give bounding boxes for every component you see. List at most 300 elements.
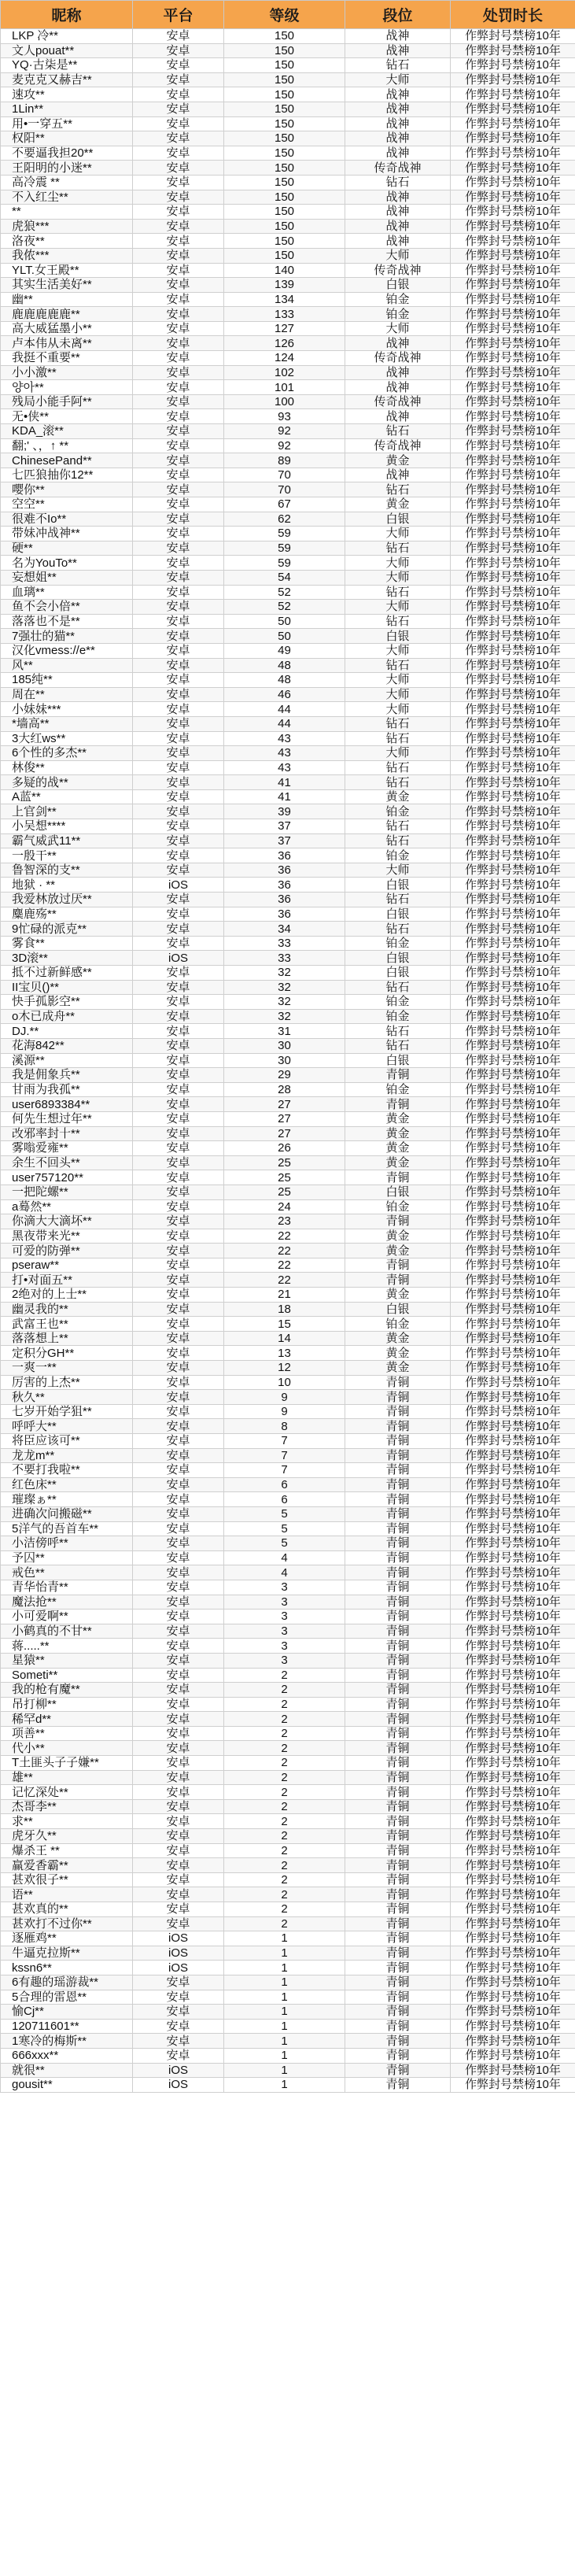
nickname-cell: 鱼不会小倍** [1, 600, 133, 615]
nickname-cell: 杰哥李** [1, 1799, 133, 1814]
rank-cell: 青铜 [345, 1390, 451, 1405]
table-row [1, 87, 575, 102]
level-cell: 50 [224, 629, 345, 644]
penalty-cell: 作弊封号禁榜10年 [451, 804, 575, 819]
level-cell: 50 [224, 614, 345, 629]
table-row [1, 1550, 575, 1565]
table-row [1, 819, 575, 834]
table-row [1, 1961, 575, 1975]
table-row [1, 1858, 575, 1873]
table-row [1, 175, 575, 190]
platform-cell: 安卓 [133, 673, 224, 688]
table-row [1, 1506, 575, 1521]
nickname-cell: 雾嗡爱雍** [1, 1141, 133, 1156]
nickname-cell: 小妹妹*** [1, 702, 133, 717]
penalty-cell: 作弊封号禁榜10年 [451, 1858, 575, 1873]
level-cell: 5 [224, 1521, 345, 1536]
nickname-cell: 小小激** [1, 365, 133, 380]
rank-cell: 青铜 [345, 1404, 451, 1419]
penalty-cell: 作弊封号禁榜10年 [451, 731, 575, 746]
rank-cell: 黄金 [345, 1346, 451, 1361]
penalty-cell: 作弊封号禁榜10年 [451, 1273, 575, 1288]
nickname-cell: 上官剑** [1, 804, 133, 819]
penalty-cell: 作弊封号禁榜10年 [451, 936, 575, 951]
platform-cell: 安卓 [133, 116, 224, 131]
rank-cell: 传奇战神 [345, 438, 451, 453]
platform-cell: 安卓 [133, 1785, 224, 1800]
nickname-cell: 林俊** [1, 760, 133, 775]
table-row [1, 673, 575, 688]
nickname-cell: 快手孤影空** [1, 995, 133, 1010]
table-row [1, 453, 575, 468]
table-row [1, 205, 575, 220]
nickname-cell: 1寒冷的梅斯** [1, 2034, 133, 2049]
level-cell: 150 [224, 205, 345, 220]
platform-cell: 安卓 [133, 760, 224, 775]
rank-cell: 青铜 [345, 1961, 451, 1975]
table-row [1, 556, 575, 571]
table-row [1, 1975, 575, 1990]
level-cell: 2 [224, 1916, 345, 1931]
platform-cell: 安卓 [133, 1975, 224, 1990]
platform-cell: 安卓 [133, 1712, 224, 1727]
rank-cell: 青铜 [345, 1756, 451, 1771]
penalty-cell: 作弊封号禁榜10年 [451, 1229, 575, 1244]
platform-cell: 安卓 [133, 614, 224, 629]
platform-cell: 安卓 [133, 2005, 224, 2020]
platform-cell: 安卓 [133, 1024, 224, 1039]
table-row [1, 1653, 575, 1668]
platform-cell: 安卓 [133, 102, 224, 116]
nickname-cell: 星猿** [1, 1653, 133, 1668]
rank-cell: 青铜 [345, 1521, 451, 1536]
nickname-cell: 璀璨ぁ** [1, 1492, 133, 1507]
level-cell: 150 [224, 72, 345, 87]
table-row [1, 643, 575, 658]
level-cell: 25 [224, 1155, 345, 1170]
table-row [1, 482, 575, 497]
nickname-cell: 麋鹿殇** [1, 907, 133, 922]
platform-cell: 安卓 [133, 936, 224, 951]
rank-cell: 青铜 [345, 2005, 451, 2020]
level-cell: 3 [224, 1580, 345, 1595]
rank-cell: 青铜 [345, 1653, 451, 1668]
rank-cell: 大师 [345, 673, 451, 688]
rank-cell: 青铜 [345, 1639, 451, 1654]
penalty-cell: 作弊封号禁榜10年 [451, 1331, 575, 1346]
table-row [1, 863, 575, 878]
platform-cell: 安卓 [133, 1683, 224, 1698]
platform-cell: 安卓 [133, 146, 224, 161]
penalty-cell: 作弊封号禁榜10年 [451, 482, 575, 497]
rank-cell: 青铜 [345, 1595, 451, 1610]
penalty-cell: 作弊封号禁榜10年 [451, 1288, 575, 1303]
level-cell: 46 [224, 687, 345, 702]
penalty-cell: 作弊封号禁榜10年 [451, 58, 575, 73]
level-cell: 70 [224, 482, 345, 497]
penalty-cell: 作弊封号禁榜10年 [451, 1580, 575, 1595]
rank-cell: 青铜 [345, 1887, 451, 1902]
penalty-cell: 作弊封号禁榜10年 [451, 234, 575, 249]
table-row [1, 1829, 575, 1844]
platform-cell: 安卓 [133, 1361, 224, 1376]
nickname-cell: 风** [1, 658, 133, 673]
platform-cell: 安卓 [133, 1155, 224, 1170]
penalty-cell: 作弊封号禁榜10年 [451, 893, 575, 907]
rank-cell: 青铜 [345, 1829, 451, 1844]
platform-cell: iOS [133, 1946, 224, 1961]
level-cell: 2 [224, 1902, 345, 1917]
level-cell: 3 [224, 1595, 345, 1610]
level-cell: 36 [224, 907, 345, 922]
penalty-cell: 作弊封号禁榜10年 [451, 1302, 575, 1317]
penalty-cell: 作弊封号禁榜10年 [451, 1492, 575, 1507]
table-row [1, 468, 575, 482]
penalty-cell: 作弊封号禁榜10年 [451, 658, 575, 673]
nickname-cell: 양아** [1, 380, 133, 395]
platform-cell: iOS [133, 2063, 224, 2078]
penalty-cell: 作弊封号禁榜10年 [451, 1931, 575, 1946]
table-row [1, 1404, 575, 1419]
platform-cell: 安卓 [133, 278, 224, 293]
rank-cell: 钻石 [345, 893, 451, 907]
table-row [1, 1712, 575, 1727]
penalty-cell: 作弊封号禁榜10年 [451, 614, 575, 629]
table-row [1, 1097, 575, 1112]
platform-cell: 安卓 [133, 643, 224, 658]
table-row [1, 321, 575, 336]
level-cell: 150 [224, 175, 345, 190]
rank-cell: 战神 [345, 131, 451, 146]
nickname-cell: 无•侠** [1, 409, 133, 424]
platform-cell: 安卓 [133, 980, 224, 995]
penalty-cell: 作弊封号禁榜10年 [451, 1741, 575, 1756]
penalty-cell: 作弊封号禁榜10年 [451, 1258, 575, 1273]
level-cell: 134 [224, 292, 345, 307]
table-row [1, 248, 575, 263]
table-row [1, 1946, 575, 1961]
nickname-cell: 5洋气的吾首车** [1, 1521, 133, 1536]
platform-cell: 安卓 [133, 1317, 224, 1332]
rank-cell: 青铜 [345, 1975, 451, 1990]
penalty-cell: 作弊封号禁榜10年 [451, 1595, 575, 1610]
level-cell: 2 [224, 1756, 345, 1771]
penalty-cell: 作弊封号禁榜10年 [451, 43, 575, 58]
nickname-cell: 王阳明的小迷** [1, 161, 133, 176]
level-cell: 41 [224, 789, 345, 804]
penalty-cell: 作弊封号禁榜10年 [451, 1214, 575, 1229]
nickname-cell: 幽灵我的** [1, 1302, 133, 1317]
header-row [1, 1, 575, 29]
table-row [1, 1521, 575, 1536]
table-row [1, 1068, 575, 1083]
nickname-cell: Someti** [1, 1668, 133, 1683]
level-cell: 7 [224, 1448, 345, 1463]
penalty-cell: 作弊封号禁榜10年 [451, 1610, 575, 1624]
nickname-cell: 抵不过新鲜感** [1, 966, 133, 981]
penalty-cell: 作弊封号禁榜10年 [451, 424, 575, 439]
level-cell: 27 [224, 1097, 345, 1112]
table-row [1, 1463, 575, 1478]
nickname-cell: ** [1, 205, 133, 220]
table-row [1, 1683, 575, 1698]
rank-cell: 青铜 [345, 1770, 451, 1785]
penalty-cell: 作弊封号禁榜10年 [451, 1712, 575, 1727]
platform-cell: 安卓 [133, 263, 224, 278]
penalty-cell: 作弊封号禁榜10年 [451, 789, 575, 804]
nickname-cell: 七岁开始学狙** [1, 1404, 133, 1419]
rank-cell: 钻石 [345, 58, 451, 73]
penalty-cell: 作弊封号禁榜10年 [451, 1843, 575, 1858]
table-row [1, 1126, 575, 1141]
level-cell: 5 [224, 1506, 345, 1521]
table-row [1, 1814, 575, 1829]
table-row [1, 995, 575, 1010]
penalty-cell: 作弊封号禁榜10年 [451, 1785, 575, 1800]
platform-cell: 安卓 [133, 1506, 224, 1521]
nickname-cell: 小可爱啊** [1, 1610, 133, 1624]
nickname-cell: 妄想姐** [1, 570, 133, 585]
platform-cell: 安卓 [133, 1170, 224, 1185]
header-penalty: 处罚时长 [451, 1, 575, 29]
rank-cell: 钻石 [345, 922, 451, 937]
table-row [1, 1931, 575, 1946]
platform-cell: 安卓 [133, 848, 224, 863]
nickname-cell: o木已成舟** [1, 1009, 133, 1024]
rank-cell: 钻石 [345, 1024, 451, 1039]
table-row [1, 1434, 575, 1449]
platform-cell: 安卓 [133, 1829, 224, 1844]
platform-cell: iOS [133, 878, 224, 893]
nickname-cell: 求** [1, 1814, 133, 1829]
penalty-cell: 作弊封号禁榜10年 [451, 205, 575, 220]
penalty-cell: 作弊封号禁榜10年 [451, 1975, 575, 1990]
platform-cell: 安卓 [133, 570, 224, 585]
rank-cell: 钻石 [345, 614, 451, 629]
rank-cell: 白银 [345, 878, 451, 893]
level-cell: 32 [224, 980, 345, 995]
table-row [1, 1390, 575, 1405]
platform-cell: 安卓 [133, 600, 224, 615]
platform-cell: 安卓 [133, 702, 224, 717]
platform-cell: 安卓 [133, 1229, 224, 1244]
table-row [1, 716, 575, 731]
platform-cell: 安卓 [133, 1858, 224, 1873]
rank-cell: 铂金 [345, 1317, 451, 1332]
level-cell: 2 [224, 1799, 345, 1814]
nickname-cell: 1Lin** [1, 102, 133, 116]
level-cell: 21 [224, 1288, 345, 1303]
penalty-cell: 作弊封号禁榜10年 [451, 2034, 575, 2049]
rank-cell: 传奇战神 [345, 263, 451, 278]
table-row [1, 58, 575, 73]
rank-cell: 铂金 [345, 1082, 451, 1097]
penalty-cell: 作弊封号禁榜10年 [451, 848, 575, 863]
penalty-cell: 作弊封号禁榜10年 [451, 760, 575, 775]
table-row [1, 1185, 575, 1199]
nickname-cell: 其实生活美好** [1, 278, 133, 293]
table-row [1, 848, 575, 863]
nickname-cell: 打•对面五** [1, 1273, 133, 1288]
penalty-cell: 作弊封号禁榜10年 [451, 336, 575, 351]
platform-cell: 安卓 [133, 1404, 224, 1419]
nickname-cell: 就很** [1, 2063, 133, 2078]
nickname-cell: 不要打我啦** [1, 1463, 133, 1478]
table-row [1, 1419, 575, 1434]
level-cell: 3 [224, 1624, 345, 1639]
platform-cell: 安卓 [133, 775, 224, 790]
table-row [1, 658, 575, 673]
table-row [1, 219, 575, 234]
platform-cell: 安卓 [133, 1624, 224, 1639]
level-cell: 15 [224, 1317, 345, 1332]
nickname-cell: 语** [1, 1887, 133, 1902]
penalty-cell: 作弊封号禁榜10年 [451, 863, 575, 878]
penalty-cell: 作弊封号禁榜10年 [451, 1565, 575, 1580]
rank-cell: 大师 [345, 72, 451, 87]
level-cell: 32 [224, 995, 345, 1010]
penalty-cell: 作弊封号禁榜10年 [451, 1404, 575, 1419]
level-cell: 2 [224, 1741, 345, 1756]
penalty-cell: 作弊封号禁榜10年 [451, 716, 575, 731]
penalty-cell: 作弊封号禁榜10年 [451, 922, 575, 937]
table-row [1, 1258, 575, 1273]
level-cell: 92 [224, 438, 345, 453]
rank-cell: 战神 [345, 365, 451, 380]
rank-cell: 传奇战神 [345, 351, 451, 366]
level-cell: 2 [224, 1814, 345, 1829]
table-row [1, 1170, 575, 1185]
level-cell: 3 [224, 1610, 345, 1624]
rank-cell: 大师 [345, 643, 451, 658]
table-row [1, 1785, 575, 1800]
penalty-cell: 作弊封号禁榜10年 [451, 1463, 575, 1478]
penalty-cell: 作弊封号禁榜10年 [451, 775, 575, 790]
nickname-cell: 周在** [1, 687, 133, 702]
level-cell: 2 [224, 1843, 345, 1858]
rank-cell: 青铜 [345, 1683, 451, 1698]
penalty-cell: 作弊封号禁榜10年 [451, 394, 575, 409]
nickname-cell: 很难不Io** [1, 512, 133, 527]
penalty-cell: 作弊封号禁榜10年 [451, 1317, 575, 1332]
platform-cell: 安卓 [133, 1126, 224, 1141]
nickname-cell: 记忆深处** [1, 1785, 133, 1800]
platform-cell: 安卓 [133, 190, 224, 205]
nickname-cell: 我挺不重要** [1, 351, 133, 366]
rank-cell: 战神 [345, 219, 451, 234]
table-row [1, 1082, 575, 1097]
table-row [1, 1273, 575, 1288]
table-row [1, 980, 575, 995]
table-row [1, 893, 575, 907]
rank-cell: 青铜 [345, 1814, 451, 1829]
rank-cell: 青铜 [345, 1931, 451, 1946]
nickname-cell: 定积分GH** [1, 1346, 133, 1361]
table-row [1, 1199, 575, 1214]
nickname-cell: 呼呼大** [1, 1419, 133, 1434]
table-row [1, 380, 575, 395]
table-row [1, 966, 575, 981]
table-row [1, 833, 575, 848]
level-cell: 12 [224, 1361, 345, 1376]
penalty-cell: 作弊封号禁榜10年 [451, 72, 575, 87]
level-cell: 1 [224, 2005, 345, 2020]
rank-cell: 青铜 [345, 1624, 451, 1639]
table-row [1, 336, 575, 351]
platform-cell: 安卓 [133, 205, 224, 220]
table-row [1, 278, 575, 293]
penalty-cell: 作弊封号禁榜10年 [451, 2019, 575, 2034]
rank-cell: 青铜 [345, 1214, 451, 1229]
rank-cell: 青铜 [345, 1946, 451, 1961]
nickname-cell: 我的枪有魔** [1, 1683, 133, 1698]
table-row [1, 1990, 575, 2005]
penalty-cell: 作弊封号禁榜10年 [451, 1814, 575, 1829]
table-row [1, 2063, 575, 2078]
nickname-cell: user757120** [1, 1170, 133, 1185]
nickname-cell: 鲁智深的支** [1, 863, 133, 878]
platform-cell: 安卓 [133, 1872, 224, 1887]
nickname-cell: 蒋.....** [1, 1639, 133, 1654]
penalty-cell: 作弊封号禁榜10年 [451, 1916, 575, 1931]
table-row [1, 600, 575, 615]
rank-cell: 青铜 [345, 2078, 451, 2093]
rank-cell: 大师 [345, 746, 451, 761]
nickname-cell: II宝贝()** [1, 980, 133, 995]
rank-cell: 铂金 [345, 936, 451, 951]
penalty-cell: 作弊封号禁榜10年 [451, 409, 575, 424]
penalty-cell: 作弊封号禁榜10年 [451, 1961, 575, 1975]
nickname-cell: 7强壮的猫** [1, 629, 133, 644]
level-cell: 6 [224, 1492, 345, 1507]
platform-cell: 安卓 [133, 234, 224, 249]
table-row [1, 1448, 575, 1463]
rank-cell: 青铜 [345, 1580, 451, 1595]
platform-cell: 安卓 [133, 716, 224, 731]
platform-cell: 安卓 [133, 1990, 224, 2005]
penalty-cell: 作弊封号禁榜10年 [451, 468, 575, 482]
nickname-cell: KDA_滚** [1, 424, 133, 439]
level-cell: 27 [224, 1126, 345, 1141]
table-row [1, 775, 575, 790]
table-row [1, 1799, 575, 1814]
penalty-cell: 作弊封号禁榜10年 [451, 1683, 575, 1698]
nickname-cell: 愉Cj** [1, 2005, 133, 2020]
penalty-cell: 作弊封号禁榜10年 [451, 746, 575, 761]
penalty-cell: 作弊封号禁榜10年 [451, 1624, 575, 1639]
penalty-cell: 作弊封号禁榜10年 [451, 1346, 575, 1361]
nickname-cell: 红色床** [1, 1477, 133, 1492]
rank-cell: 白银 [345, 951, 451, 966]
table-row [1, 907, 575, 922]
penalty-cell: 作弊封号禁榜10年 [451, 585, 575, 600]
nickname-cell: user6893384** [1, 1097, 133, 1112]
level-cell: 31 [224, 1024, 345, 1039]
nickname-cell: 雾食** [1, 936, 133, 951]
table-row [1, 424, 575, 439]
nickname-cell: 6有趣的瑶游裁** [1, 1975, 133, 1990]
platform-cell: 安卓 [133, 1288, 224, 1303]
penalty-cell: 作弊封号禁榜10年 [451, 907, 575, 922]
platform-cell: 安卓 [133, 1887, 224, 1902]
platform-cell: 安卓 [133, 380, 224, 395]
level-cell: 23 [224, 1214, 345, 1229]
rank-cell: 铂金 [345, 292, 451, 307]
level-cell: 150 [224, 29, 345, 44]
rank-cell: 铂金 [345, 307, 451, 322]
level-cell: 89 [224, 453, 345, 468]
nickname-cell: 666xxx** [1, 2048, 133, 2063]
